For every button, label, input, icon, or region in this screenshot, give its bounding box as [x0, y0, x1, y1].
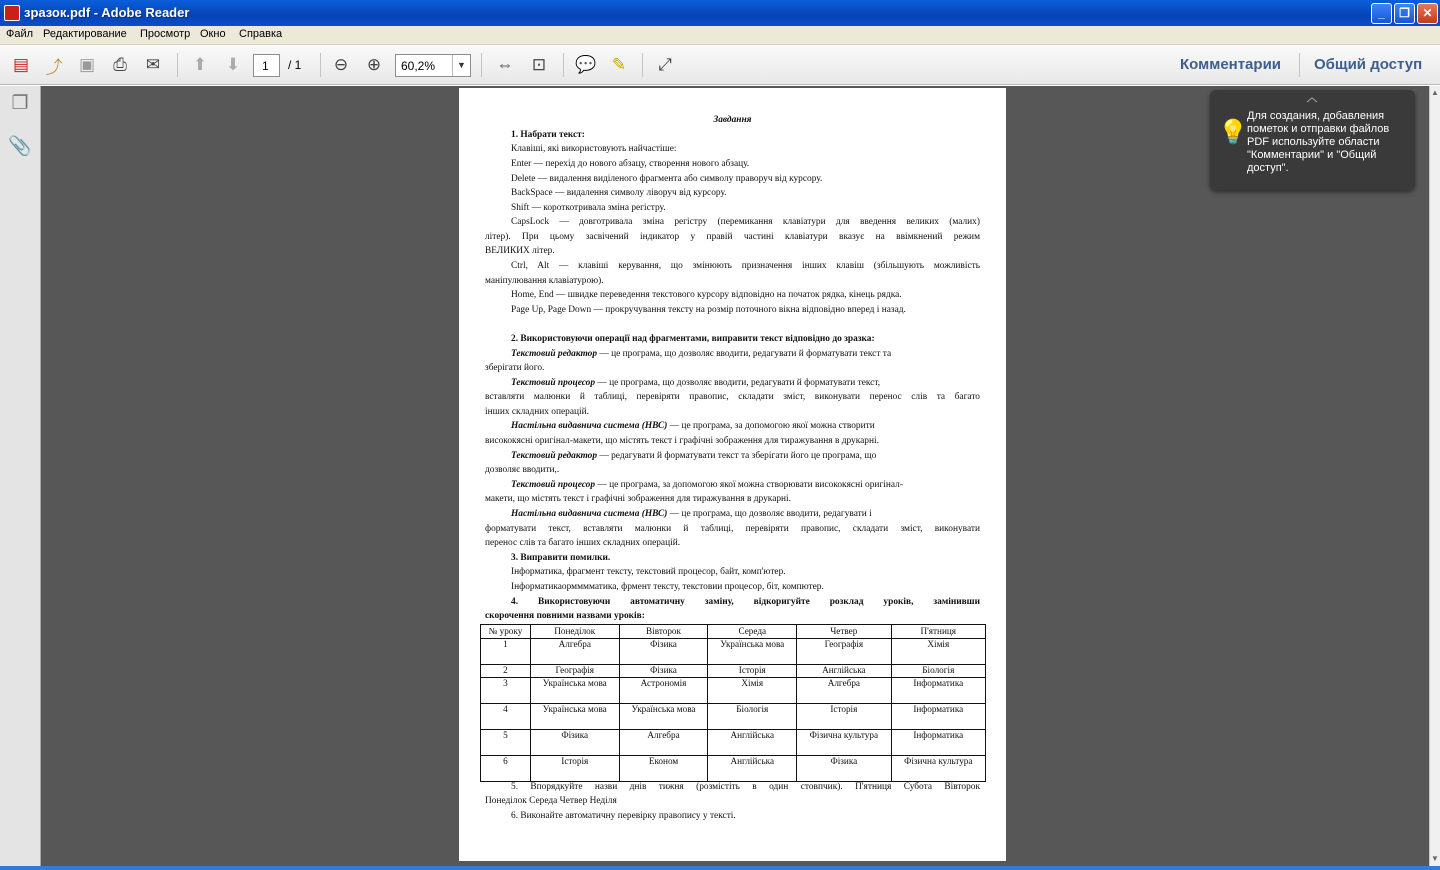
table-cell: 1: [481, 639, 531, 665]
taskbar-strip: [0, 866, 1440, 870]
scroll-up-icon[interactable]: ▲: [1431, 88, 1439, 97]
table-header-row: [481, 625, 986, 639]
text-line: зберігати його.: [485, 363, 545, 373]
text-line: маніпулювання клавіатурою).: [485, 276, 604, 286]
table-cell: Українська мова: [530, 704, 619, 730]
term: Текстовий редактор: [511, 451, 598, 461]
table-cell: 2: [481, 665, 531, 678]
table-cell: Інформатика: [891, 730, 985, 756]
tip-popup: [1210, 90, 1415, 190]
table-cell: Астрономія: [619, 678, 708, 704]
table-cell: 5: [481, 730, 531, 756]
menu-window[interactable]: Окно: [200, 28, 226, 40]
table-cell: Англійська: [797, 665, 891, 678]
table-cell: Географія: [797, 639, 891, 665]
text-line: дозволяє вводити,.: [485, 465, 560, 475]
previous-page-icon[interactable]: ⬆: [192, 55, 208, 74]
text-line: Інформатикаормммматика, фрмент тексту, текстовии процесор, біт, компютер.: [511, 582, 824, 592]
restore-button[interactable]: ❐: [1394, 3, 1415, 24]
table-cell: Українська мова: [619, 704, 708, 730]
chevron-down-icon[interactable]: ▼: [452, 55, 470, 76]
share-tab[interactable]: Общий доступ: [1314, 56, 1423, 73]
zoom-value: 60,2%: [401, 59, 436, 73]
page-total: / 1: [288, 58, 302, 72]
table-cell: Фізика: [619, 665, 708, 678]
chevron-up-icon[interactable]: ︿: [1306, 92, 1318, 104]
text-line: макети, що містять текст і графічні зображення для тиражування в друкарні.: [485, 494, 792, 504]
text-line: Клавіші, які використовують найчастіше:: [511, 144, 677, 154]
table-cell: 4: [481, 704, 531, 730]
lightbulb-icon: 💡: [1218, 119, 1248, 146]
attachments-icon[interactable]: 📎: [8, 136, 32, 157]
print-icon[interactable]: ⎙: [113, 55, 127, 74]
table-cell: Інформатика: [891, 704, 985, 730]
table-cell: Алгебра: [619, 730, 708, 756]
table-header: П'ятниця: [891, 625, 985, 639]
table-cell: Фізика: [530, 730, 619, 756]
text-line: Текстовий процесор — це програма, за допомогою якої можна створювати висококясні оригінал-: [511, 480, 903, 490]
table-row: [481, 678, 986, 704]
text-line: Текстовий редактор — редагувати й форматувати текст та зберігати його це програма, що: [511, 451, 877, 461]
window-title: зразок.pdf - Adobe Reader: [24, 5, 190, 20]
text-line: вставляти малюнки й таблиці, перевіряти правопис, складати зміст, виконувати перенос слів та багато: [485, 392, 980, 402]
comments-tab[interactable]: Комментарии: [1180, 56, 1282, 73]
schedule-table: [480, 624, 986, 782]
text-line: Home, End — швидке переведення текстового курсору відповідно на початок рядка, кінець рядка.: [511, 290, 902, 300]
table-cell: Економ: [619, 756, 708, 782]
term: Настільна видавнича система (НВС): [511, 509, 668, 519]
menu-help[interactable]: Справка: [239, 28, 283, 40]
table-cell: Географія: [530, 665, 619, 678]
table-cell: 3: [481, 678, 531, 704]
table-row: [481, 704, 986, 730]
highlight-icon[interactable]: ✎: [611, 55, 627, 74]
table-cell: Українська мова: [708, 639, 797, 665]
table-cell: Інформатика: [891, 678, 985, 704]
table-cell: Історія: [708, 665, 797, 678]
text-line: Настільна видавнича система (НВС) — це програма, за допомогою якої можна створити: [511, 421, 875, 431]
navigation-sidebar: [0, 86, 41, 866]
menu-bar: [0, 26, 1440, 45]
table-cell: Історія: [530, 756, 619, 782]
text-line: форматувати текст, вставляти малюнки й таблиці, перевіряти правопис, складати зміст, виконувати: [485, 524, 980, 534]
table-row: [481, 639, 986, 665]
sticky-note-icon[interactable]: 💬: [575, 55, 597, 74]
table-cell: Біологія: [891, 665, 985, 678]
table-header: Четвер: [797, 625, 891, 639]
table-header: № уроку: [481, 625, 531, 639]
table-cell: Хімія: [891, 639, 985, 665]
menu-edit[interactable]: Редактирование: [43, 28, 127, 40]
text-line: ВЕЛИКИХ літер.: [485, 246, 555, 256]
table-cell: Фізика: [797, 756, 891, 782]
text-line: Текстовий процесор — це програма, що дозволяє вводити, редагувати й форматувати текст,: [511, 378, 881, 388]
table-cell: Англійська: [708, 730, 797, 756]
text-line: Текстовий редактор — це програма, що дозволяє вводити, редагувати й форматувати текст та: [511, 349, 892, 359]
open-icon[interactable]: ⤴: [45, 57, 63, 77]
close-button[interactable]: ✕: [1417, 3, 1438, 24]
menu-view[interactable]: Просмотр: [140, 28, 191, 40]
term: Текстовий процесор: [511, 378, 596, 388]
text-line: Понеділок Середа Четвер Неділя: [485, 796, 617, 806]
text-line: Shift — короткотривала зміна регістру.: [511, 203, 666, 213]
pdf-page: [459, 88, 1006, 861]
minimize-button[interactable]: _: [1371, 3, 1392, 24]
term: Настільна видавнича система (НВС): [511, 421, 668, 431]
pages-panel-icon[interactable]: ❐: [11, 93, 29, 114]
text-line: висококясні оригінал-макети, що містять текст і графічні зображення для тиражування в друкарні.: [485, 436, 879, 446]
table-cell: Історія: [797, 704, 891, 730]
table-cell: Біологія: [708, 704, 797, 730]
email-icon[interactable]: ✉: [145, 55, 161, 74]
table-cell: 6: [481, 756, 531, 782]
adobe-reader-icon: [4, 5, 20, 21]
term: Текстовий процесор: [511, 480, 596, 490]
text-line: BackSpace — видалення символу ліворуч від курсору.: [511, 188, 727, 198]
save-icon[interactable]: ▣: [78, 55, 96, 74]
section-heading: 3. Виправити помилки.: [511, 553, 611, 563]
section-heading: 4. Використовуючи автоматичну заміну, відкоригуйте розклад уроків, замінивши: [511, 597, 980, 607]
table-header: Середа: [708, 625, 797, 639]
table-cell: Українська мова: [530, 678, 619, 704]
text-line: Enter — перехід до нового абзацу, створення нового абзацу.: [511, 159, 750, 169]
zoom-select[interactable]: [395, 54, 471, 77]
term: Текстовий редактор: [511, 349, 598, 359]
text-line: Настільна видавнича система (НВС) — це програма, що дозволяє вводити, редагувати і: [511, 509, 872, 519]
text-line: 5. Впорядкуйте назви днів тижня (розмістіть в один стовпчик). П'ятниця Субота Вівторок: [511, 782, 980, 792]
table-cell: Хімія: [708, 678, 797, 704]
text-line: Інформатика, фрагмент тексту, текстовий процесор, байт, комп'ютер.: [511, 567, 786, 577]
table-header: Вівторок: [619, 625, 708, 639]
table-cell: Алгебра: [797, 678, 891, 704]
section-heading: скорочення повними назвами уроків:: [485, 611, 645, 621]
text-line: Delete — видалення виділеного фрагмента або символу праворуч від курсору.: [511, 174, 823, 184]
vertical-scrollbar[interactable]: [1429, 86, 1440, 866]
page-number-input[interactable]: 1: [253, 54, 280, 77]
table-cell: Англійська: [708, 756, 797, 782]
table-cell: Фізика: [619, 639, 708, 665]
text-line: перенос слів та багато інших складних операцій.: [485, 538, 681, 548]
zoom-out-icon[interactable]: ⊖: [333, 55, 349, 74]
menu-file[interactable]: Файл: [6, 28, 34, 40]
table-header: Понеділок: [530, 625, 619, 639]
fit-width-icon[interactable]: ⇔: [496, 55, 514, 74]
create-pdf-icon[interactable]: ▤: [12, 55, 30, 74]
table-row: [481, 756, 986, 782]
table-cell: Фізична культура: [797, 730, 891, 756]
next-page-icon[interactable]: ⬇: [225, 55, 241, 74]
title-bar: [0, 0, 1440, 26]
text-line: літер). При цьому засвічений індикатор у правій частині клавіатури вказує на ввімкнений режим: [485, 232, 980, 242]
document-title: Завдання: [713, 115, 752, 125]
text-line: CapsLock — довготривала зміна регістру (перемикання клавіатури для введення великих (малих): [511, 217, 980, 227]
scroll-down-icon[interactable]: ▼: [1431, 854, 1439, 863]
section-heading: 2. Використовуючи операції над фрагментами, виправити текст відповідно до зразка:: [511, 334, 875, 344]
text-line: інших складних операцій.: [485, 407, 589, 417]
table-row: [481, 665, 986, 678]
table-cell: Алгебра: [530, 639, 619, 665]
full-screen-icon[interactable]: ⤢: [658, 55, 672, 74]
section-heading: 1. Набрати текст:: [511, 130, 585, 140]
text-line: Page Up, Page Down — прокручування тексту на розмір поточного вікна відповідно вперед і назад.: [511, 305, 906, 315]
fit-page-icon[interactable]: ⊡: [531, 55, 547, 74]
tip-text: Для создания, добавления пометок и отправки файлов PDF используйте области "Комментарии" и "Общий доступ".: [1247, 110, 1390, 174]
text-line: Ctrl, Alt — клавіші керування, що змінюють призначення інших клавіш (збільшують можливість: [511, 261, 980, 271]
table-row: [481, 730, 986, 756]
zoom-in-icon[interactable]: ⊕: [366, 55, 382, 74]
toolbar: [0, 45, 1440, 85]
text-line: 6. Виконайте автоматичну перевірку правопису у тексті.: [511, 811, 736, 821]
table-cell: Фізична культура: [891, 756, 985, 782]
